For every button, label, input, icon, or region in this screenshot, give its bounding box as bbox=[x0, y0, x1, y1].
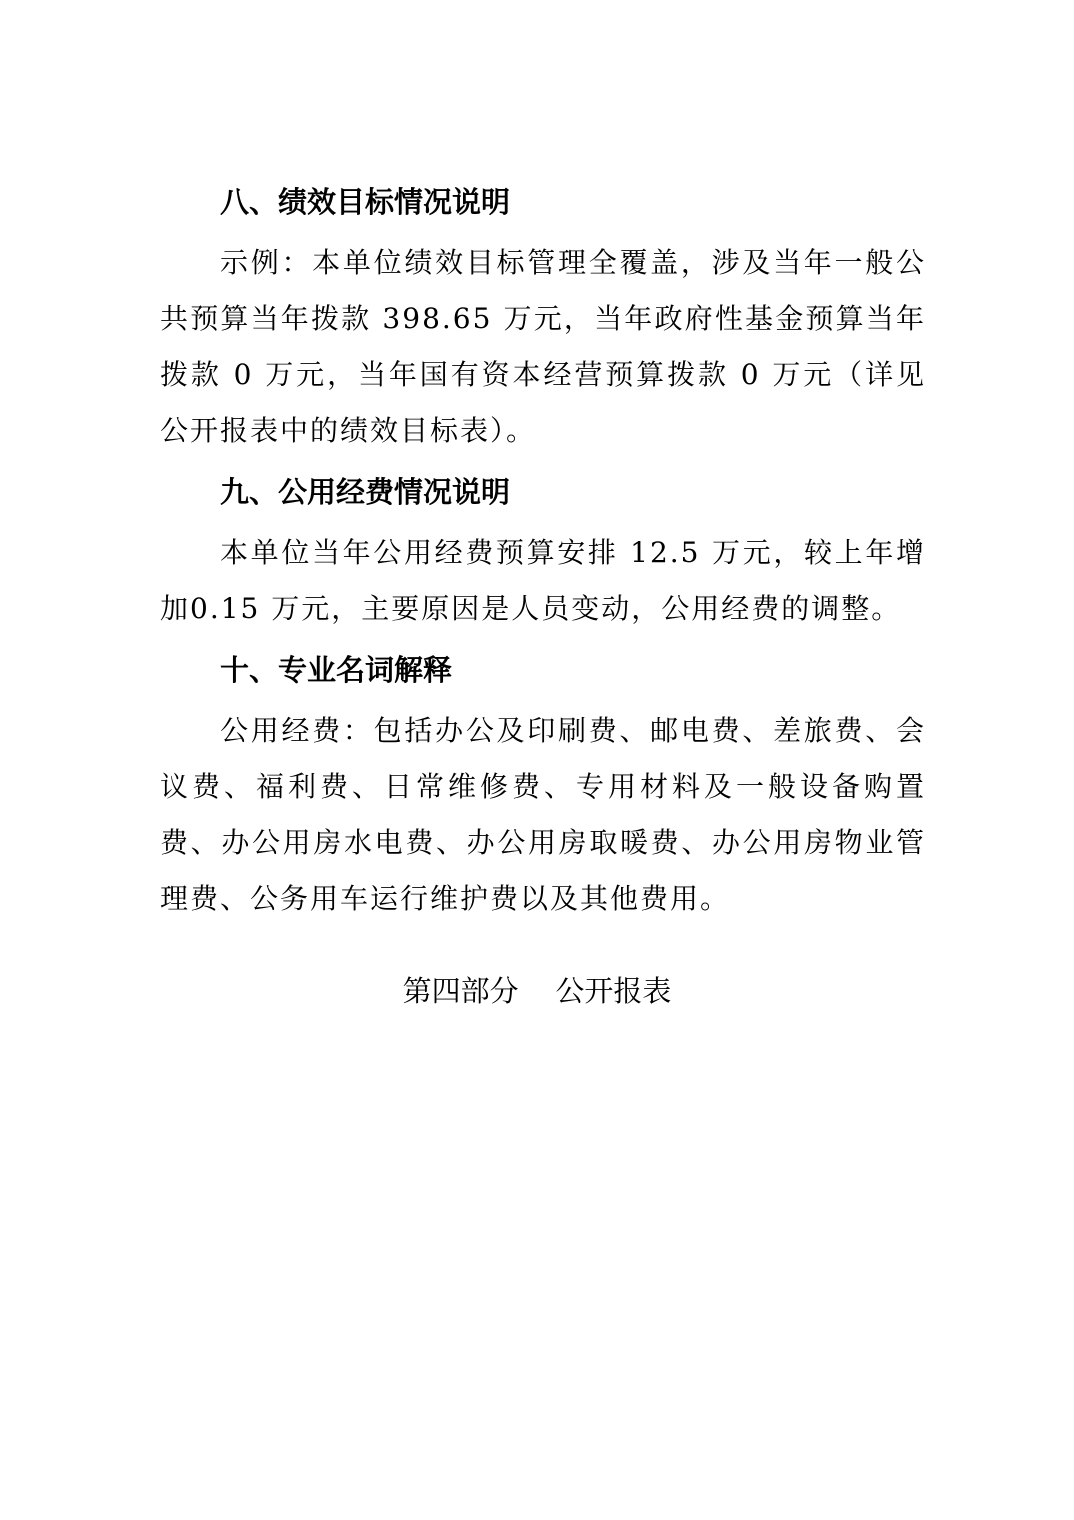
part-title: 第四部分 公开报表 bbox=[402, 974, 672, 1008]
section-paragraph-performance-goals: 示例：本单位绩效目标管理全覆盖，涉及当年一般公共预算当年拨款 398.65 万元，当年政府性基金预算当年拨款 0 万元，当年国有资本经营预算拨款 0 万元（详见公开报表中的绩效目标表）。 bbox=[160, 246, 926, 447]
section-paragraph-public-funds: 本单位当年公用经费预算安排 12.5 万元，较上年增加0.15 万元，主要原因是人员变动，公用经费的调整。 bbox=[160, 536, 926, 625]
section-paragraph-glossary: 公用经费：包括办公及印刷费、邮电费、差旅费、会议费、福利费、日常维修费、专用材料及一般设备购置费、办公用房水电费、办公用房取暖费、办公用房物业管理费、公务用车运行维护费以及其他费用。 bbox=[160, 714, 926, 915]
section-heading-glossary: 十、专业名词解释 bbox=[220, 653, 453, 687]
document-body bbox=[160, 172, 926, 927]
section-heading-performance-goals: 八、绩效目标情况说明 bbox=[220, 185, 511, 219]
section-heading-public-funds: 九、公用经费情况说明 bbox=[220, 475, 511, 509]
